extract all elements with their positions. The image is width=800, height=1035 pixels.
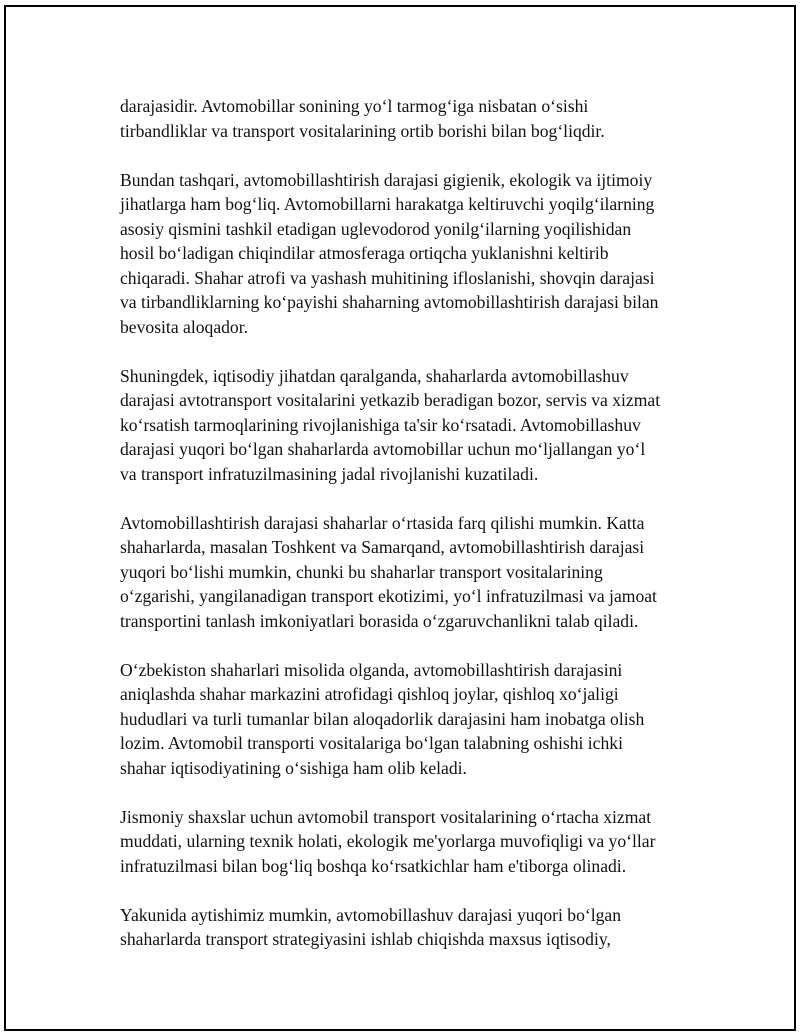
text-line: jihatlarga ham bog‘liq. Avtomobillarni harakatga keltiruvchi yoqilg‘ilarning bbox=[120, 194, 655, 214]
text-line: chiqaradi. Shahar atrofi va yashash muhitining ifloslanishi, shovqin darajasi bbox=[120, 267, 655, 288]
text-line: Shuningdek, iqtisodiy jihatdan qaralganda, shaharlarda avtomobillashuv bbox=[120, 365, 629, 386]
text-line: yuqori bo‘lishi mumkin, chunki bu shaharlar transport vositalarining bbox=[120, 561, 603, 582]
text-line: Yakunida aytishimiz mumkin, avtomobillashuv darajasi yuqori bo‘lgan bbox=[120, 904, 622, 925]
paragraph-6 bbox=[120, 805, 700, 879]
text-line: asosiy qismini tashkil etadigan uglevodorod yonilg‘ilarning yoqilishidan bbox=[120, 218, 632, 239]
text-line: va tirbandliklarning ko‘payishi shaharning avtomobillashtirish darajasi bilan bbox=[120, 292, 659, 312]
text-line: O‘zbekiston shaharlari misolida olganda, avtomobillashtirish darajasini bbox=[120, 659, 623, 680]
text-line: darajasi yuqori bo‘lgan shaharlarda avtomobillar uchun mo‘ljallangan yo‘l bbox=[120, 439, 646, 459]
text-line: infratuzilmasi bilan bog‘liq boshqa ko‘rsatkichlar ham e'tiborga olinadi. bbox=[120, 855, 627, 876]
text-line: darajasi avtotransport vositalarini yetkazib beradigan bozor, servis va xizmat bbox=[120, 390, 661, 410]
text-line: tirbandliklar va transport vositalarining ortib borishi bilan bog‘liqdir. bbox=[120, 120, 605, 141]
paragraph-1 bbox=[120, 94, 700, 143]
text-line: shahar iqtisodiyatining o‘sishiga ham olib keladi. bbox=[120, 757, 467, 778]
text-line: va transport infratuzilmasining jadal rivojlanishi kuzatiladi. bbox=[120, 463, 539, 484]
paragraph-3 bbox=[120, 364, 700, 487]
text-line: muddati, ularning texnik holati, ekologik me'yorlarga muvofiqligi va yo‘llar bbox=[120, 831, 656, 851]
text-line: Avtomobillashtirish darajasi shaharlar o‘rtasida farq qilishi mumkin. Katta bbox=[120, 512, 645, 533]
text-line: aniqlashda shahar markazini atrofidagi qishloq joylar, qishloq xo‘jaligi bbox=[120, 684, 619, 704]
text-line: Bundan tashqari, avtomobillashtirish darajasi gigienik, ekologik va ijtimoiy bbox=[120, 169, 653, 190]
paragraph-7 bbox=[120, 903, 700, 952]
text-line: hududlari va turli tumanlar bilan aloqadorlik darajasini ham inobatga olish bbox=[120, 708, 645, 729]
text-line: darajasidir. Avtomobillar sonining yo‘l tarmog‘iga nisbatan o‘sishi bbox=[120, 96, 589, 116]
paragraph-5 bbox=[120, 658, 700, 781]
text-line: Jismoniy shaxslar uchun avtomobil transport vositalarining o‘rtacha xizmat bbox=[120, 806, 652, 827]
text-line: transportini tanlash imkoniyatlari borasida o‘zgaruvchanlikni talab qiladi. bbox=[120, 610, 639, 631]
text-line: hosil bo‘ladigan chiqindilar atmosferaga ortiqcha yuklanishni keltirib bbox=[120, 243, 609, 263]
document-body bbox=[120, 94, 700, 976]
text-line: lozim. Avtomobil transporti vositalariga bo‘lgan talabning oshishi ichki bbox=[120, 733, 623, 753]
text-line: ko‘rsatish tarmoqlarining rivojlanishiga ta'sir ko‘rsatadi. Avtomobillashuv bbox=[120, 414, 641, 435]
text-line: shaharlarda transport strategiyasini ishlab chiqishda maxsus iqtisodiy, bbox=[120, 929, 611, 949]
text-line: shaharlarda, masalan Toshkent va Samarqand, avtomobillashtirish darajasi bbox=[120, 537, 645, 557]
page-frame bbox=[4, 5, 796, 1031]
text-line: bevosita aloqador. bbox=[120, 316, 249, 337]
paragraph-2 bbox=[120, 168, 700, 340]
paragraph-4 bbox=[120, 511, 700, 634]
text-line: o‘zgarishi, yangilanadigan transport ekotizimi, yo‘l infratuzilmasi va jamoat bbox=[120, 586, 657, 606]
